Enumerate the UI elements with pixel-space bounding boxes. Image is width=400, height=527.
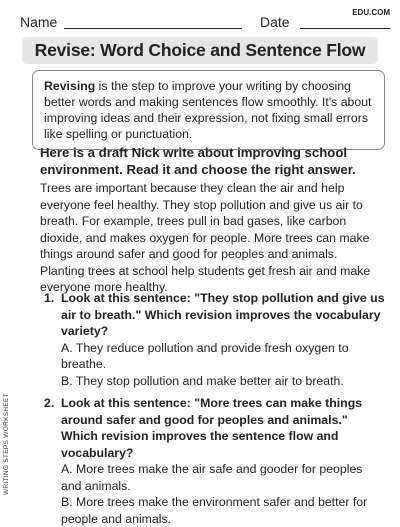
name-label: Name [20, 14, 58, 30]
definition-text: is the step to improve your writing by choosing better words and making sentences flow smoothly. It's about improving ideas and their expression, not fixing small errors like spelling or punctuation. [44, 79, 372, 141]
question-number: 1. [44, 291, 55, 305]
draft-passage: Trees are important because they clean the air and help everyone feel healthy. They stop pollution and give us air to breath. For example, trees pull in bad gases, like carbon dioxide, and makes oxygen for people. More trees can make things around safer and good for peoples and animals. Planting trees at school help students get fresh air and make everyone more healthy. [40, 181, 371, 294]
question-text: Look at this sentence: "More trees can make things around safer and good for peoples and animals." Which revision improves the sentence flow and vocabulary? [61, 396, 363, 460]
definition-box [32, 70, 385, 150]
definition-term: Revising [44, 79, 96, 93]
answer-option-a[interactable]: A. More trees make the air safe and gooder for peoples and animals. [61, 462, 363, 493]
brand-logo: EDU.COM [352, 8, 390, 17]
question-text: Look at this sentence: "They stop pollution and give us air to breath." Which revision improves the vocabulary variety? [61, 291, 385, 338]
worksheet-title: Revise: Word Choice and Sentence Flow [22, 37, 378, 64]
name-line [64, 28, 242, 29]
worksheet-header [20, 8, 390, 34]
answer-option-b[interactable]: B. More trees make the environment safer and better for people and animals. [61, 495, 368, 526]
question-number: 2. [44, 396, 55, 410]
question-1 [40, 290, 385, 389]
question-2 [40, 395, 385, 527]
answer-option-a[interactable]: A. They reduce pollution and provide fresh oxygen to breathe. [61, 340, 349, 371]
date-line [300, 28, 390, 29]
date-label: Date [260, 14, 290, 30]
instruction-text: Here is a draft Nick write about improving school environment. Read it and choose the right answer. [40, 145, 356, 177]
side-label: WRITING STEPS WORKSHEET [3, 393, 10, 495]
answer-option-b[interactable]: B. They stop pollution and make better air to breath. [61, 373, 344, 388]
